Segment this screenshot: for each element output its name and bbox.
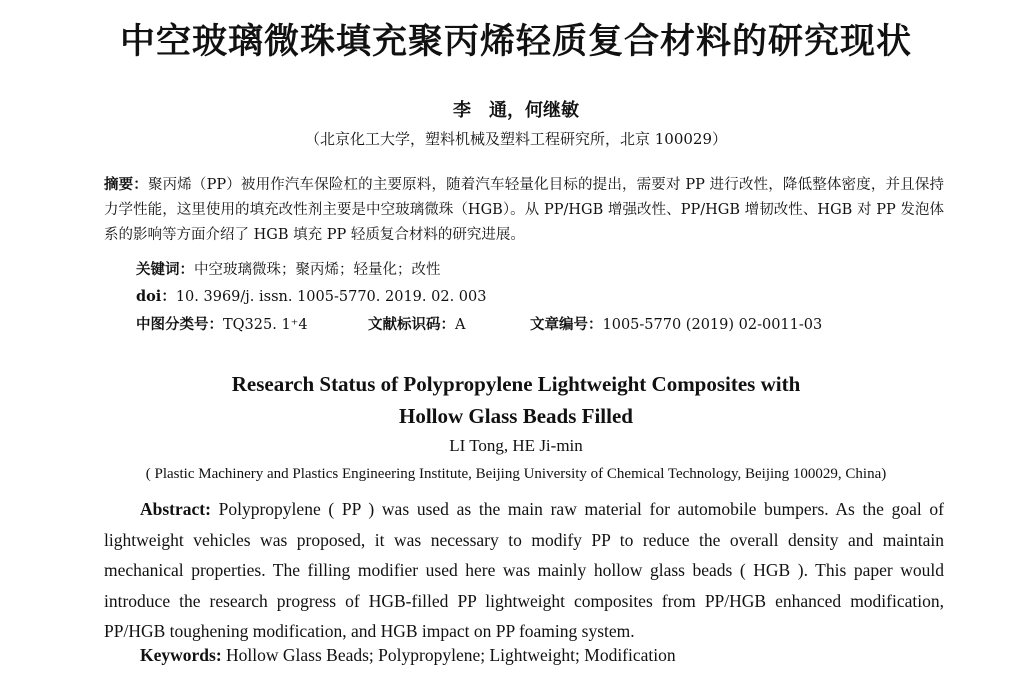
en-title-line-1: Research Status of Polypropylene Lightweight Composites with (231, 372, 801, 396)
cn-authors: 李 通，何继敏 (453, 100, 579, 121)
en-keywords (140, 645, 676, 666)
article-no-label: 文章编号： (530, 316, 603, 333)
en-abstract (104, 494, 944, 647)
doc-code-value: A (455, 317, 466, 333)
cn-abstract-label: 摘要： (104, 176, 148, 193)
cn-keywords (136, 258, 441, 279)
doi-value[interactable]: 10. 3969/j. issn. 1005-5770. 2019. 02. 003 (175, 289, 487, 305)
clc-value: TQ325. 1⁺4 (223, 317, 308, 333)
doc-code-line (368, 313, 465, 334)
doc-code-label: 文献标识码： (368, 316, 455, 333)
en-title-line-2: Hollow Glass Beads Filled (399, 404, 633, 428)
en-keywords-label: Keywords: (140, 645, 222, 665)
clc-line (136, 313, 308, 334)
en-abstract-label: Abstract: (140, 499, 211, 519)
cn-title: 中空玻璃微珠填充聚丙烯轻质复合材料的研究现状 (119, 21, 912, 62)
article-no-line (530, 313, 822, 334)
cn-keywords-text: 中空玻璃微珠；聚丙烯；轻量化；改性 (194, 262, 441, 278)
cn-abstract (104, 172, 944, 248)
cn-keywords-label: 关键词： (136, 261, 194, 278)
en-affiliation: ( Plastic Machinery and Plastics Engineering Institute, Beijing University of Chemical Technology, Beijing 100029, China) (145, 466, 887, 482)
doi-label: doi： (136, 288, 176, 305)
en-keywords-text: Hollow Glass Beads; Polypropylene; Lightweight; Modification (221, 645, 676, 665)
clc-label: 中图分类号： (136, 316, 223, 333)
article-no-value: 1005-5770 (2019) 02-0011-03 (602, 317, 823, 333)
cn-affiliation: （北京化工大学，塑料机械及塑料工程研究所，北京 100029） (304, 130, 728, 148)
en-abstract-text: Polypropylene ( PP ) was used as the main raw material for automobile bumpers. As the goal of lightweight vehicles was proposed, it was necessary to modify PP to reduce the overall density and maintain mechanical properties. The filling modifier used here was mainly hollow glass beads ( HGB ). This paper would introduce the research progress of HGB-filled PP lightweight composites from PP/HGB enhanced modification, PP/HGB toughening modification, and HGB impact on PP foaming system. (104, 499, 944, 641)
doi-line (136, 285, 486, 306)
en-authors: LI Tong, HE Ji-min (449, 436, 583, 455)
cn-abstract-text: 聚丙烯（PP）被用作汽车保险杠的主要原料，随着汽车轻量化目标的提出，需要对 PP 进行改性，降低整体密度，并且保持力学性能，这里使用的填充改性剂主要是中空玻璃微珠（HGB）。从 PP/HGB 增强改性、PP/HGB 增韧改性、HGB 对 PP 发泡体系的影响等方面介绍了 HGB 填充 PP 轻质复合材料的研究进展。 (104, 177, 944, 243)
